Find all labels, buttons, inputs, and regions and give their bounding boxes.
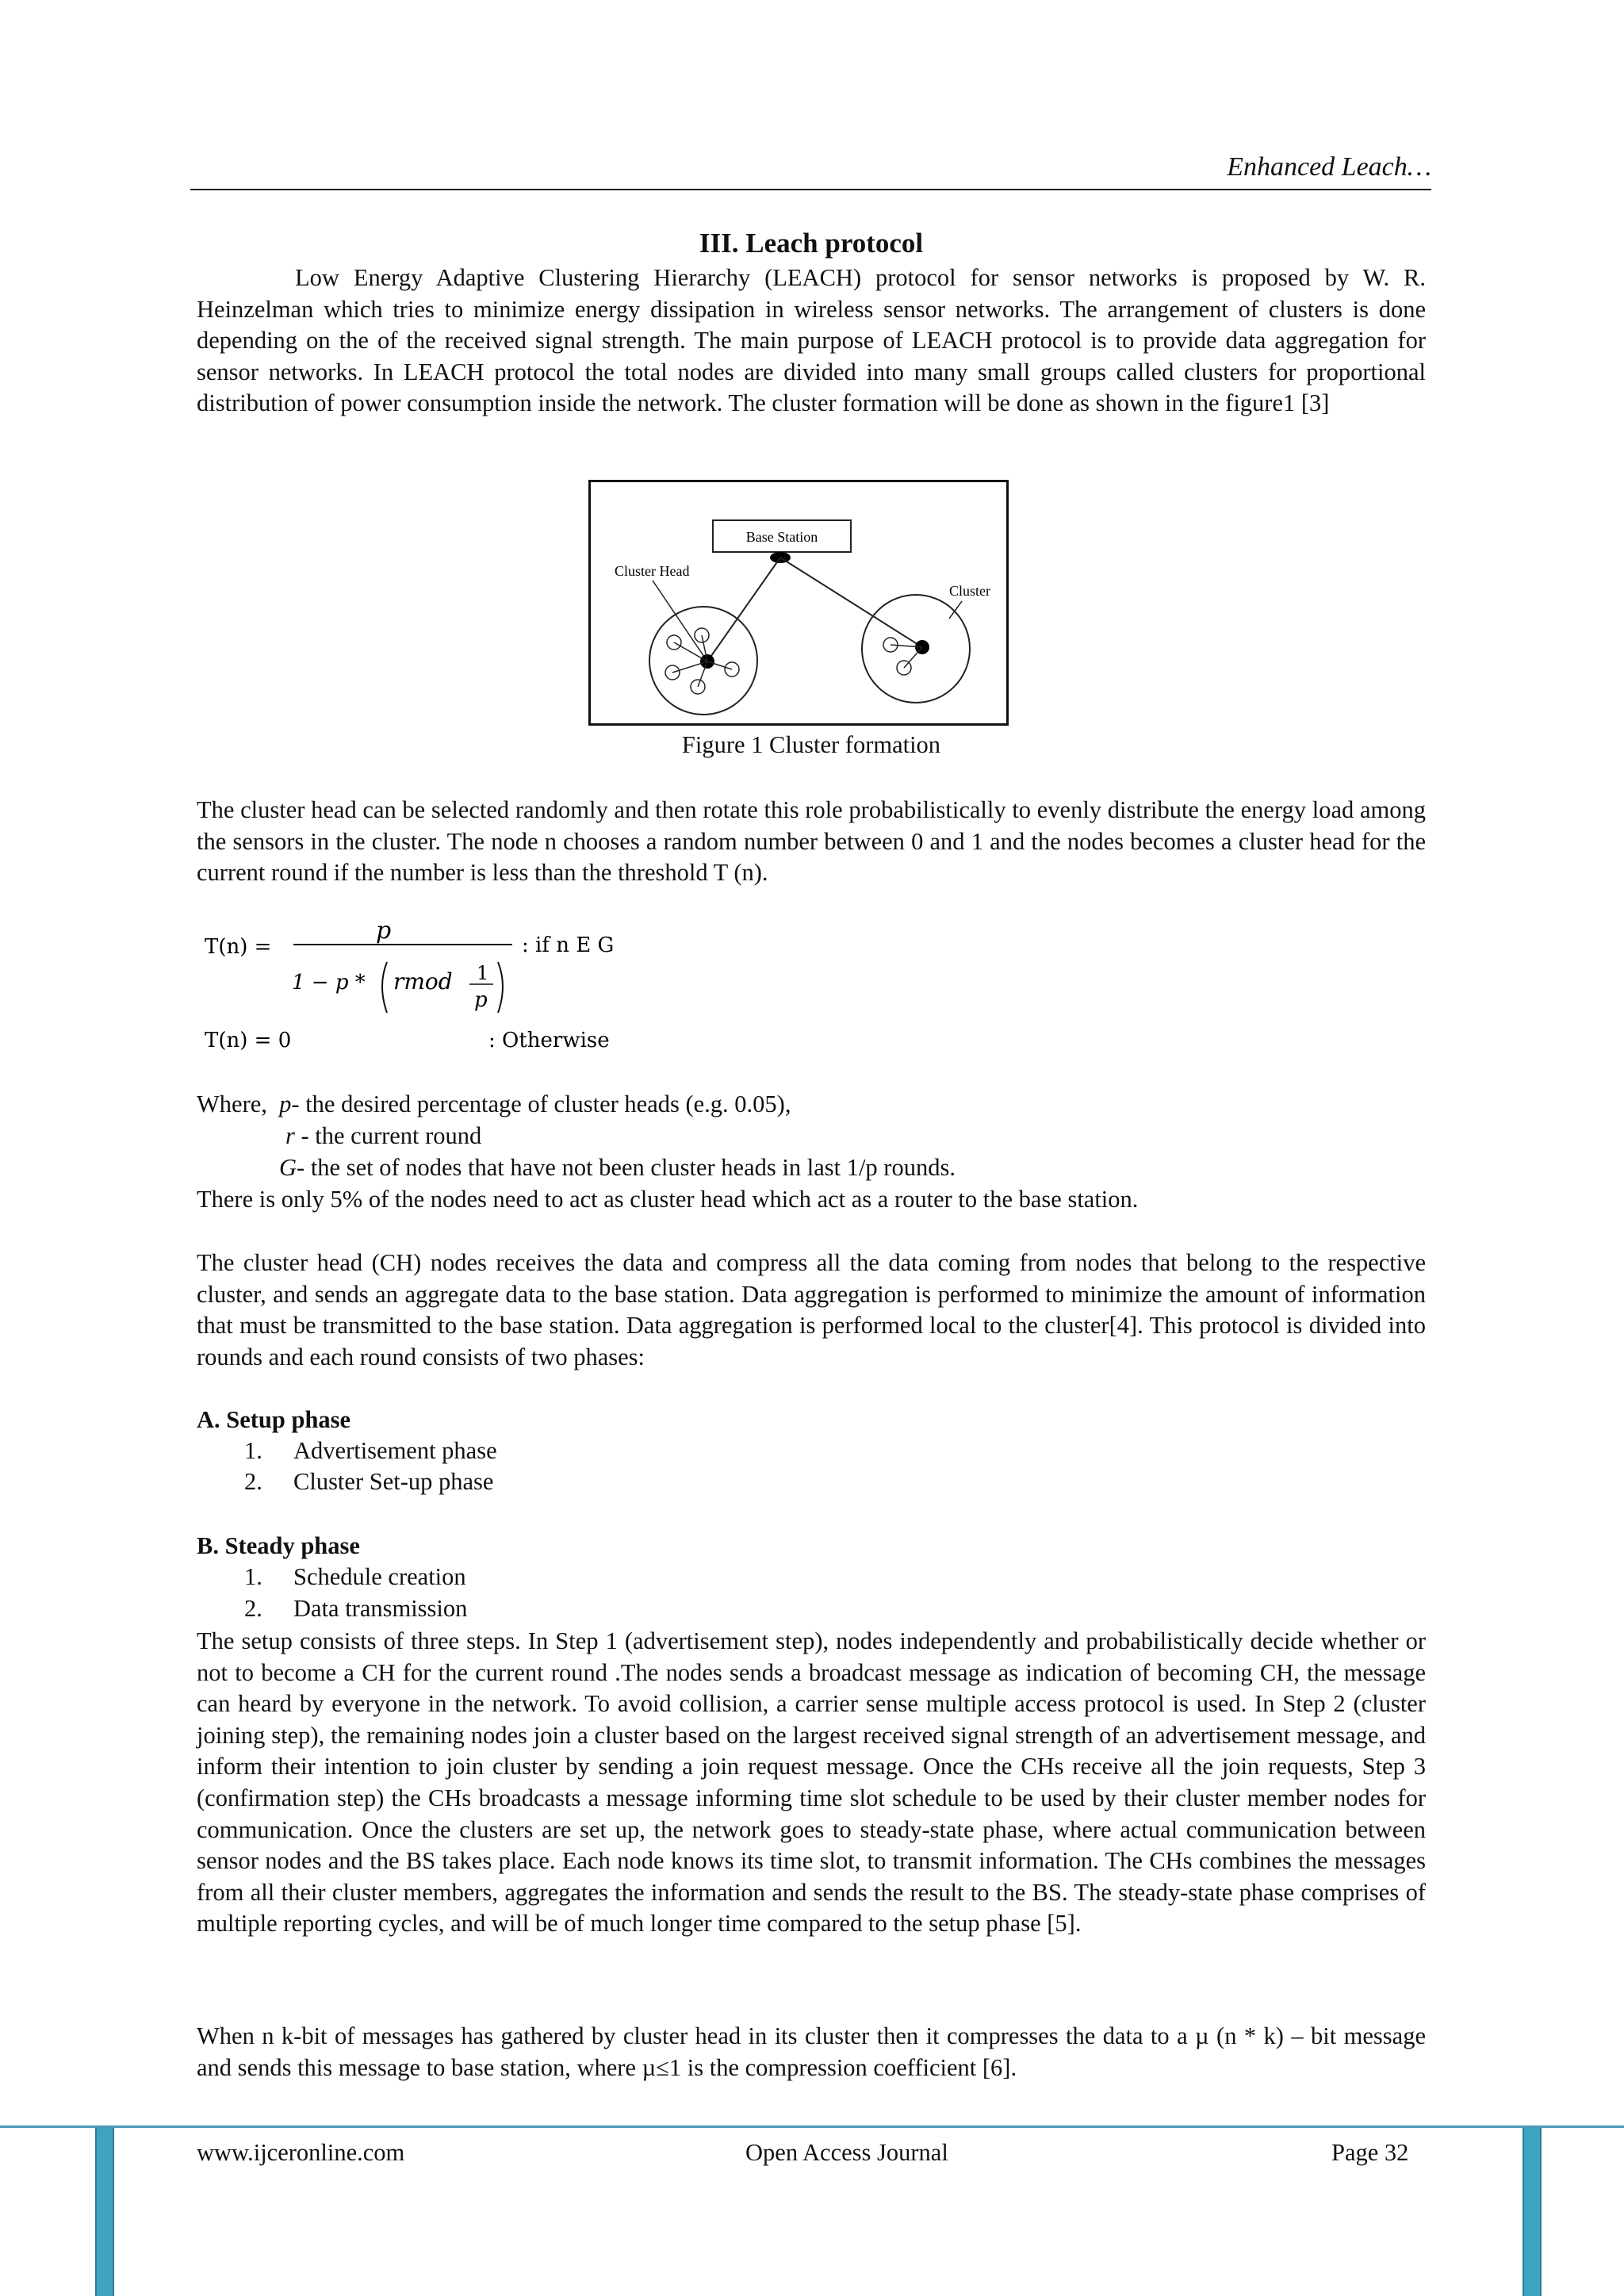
compression-paragraph: When n k-bit of messages has gathered by cluster head in its cluster then it compresses the data to a µ (n * k) – bit message and sends this message to base station, where µ≤1 is the compression coefficient [6]. xyxy=(197,2022,1426,2081)
cluster-pointer xyxy=(949,601,962,619)
cluster-head-label: Cluster Head xyxy=(615,563,690,579)
formula-inner-numerator: 1 xyxy=(477,962,489,984)
footer-page-number: Page 32 xyxy=(1331,2139,1409,2166)
setup-steps-paragraph: The setup consists of three steps. In Step 1 (advertisement step), nodes independently and probabilistically decide whether or not to become a CH for the current round .The nodes sends a broadcast message as indication of becoming CH, the message can heard by everyone in the network. To avoid collision, a carrier sense multiple access protocol is used. In Step 2 (cluster joining step), the remaining nodes join a cluster based on the largest received signal strength of an advertisement message, and inform their intention to join cluster by sending a join request message. Once the CHs receive all the join requests, Step 3 (confirmation step) the CHs broadcasts a message informing time slot schedule to be used by their cluster member nodes for communication. Once the clusters are set up, the network goes to steady-state phase, where actual communication between sensor nodes and the BS takes place. Each node knows its time slot, to transmit information. The CHs combines the messages from all their cluster members, aggregates the information and sends the result to the BS. The steady-state phase comprises of multiple reporting cycles, and will be of much longer time compared to the setup phase [5]. xyxy=(197,1627,1426,1938)
running-header: Enhanced Leach… xyxy=(190,152,1431,190)
footer-rule xyxy=(0,2125,1624,2128)
where-r-row: r - the current round xyxy=(285,1122,482,1149)
formula-numerator: p xyxy=(376,917,392,945)
cluster-head-paragraph: The cluster head can be selected randomly and then rotate this role probabilistically to evenly distribute the energy load among the sensors in the cluster. The node n chooses a random number between 0 and 1 and the nodes becomes a cluster head for the current round if the number is less than the threshold T (n). xyxy=(197,796,1426,887)
formula-inner-denominator: p xyxy=(474,988,488,1012)
formula-close-paren xyxy=(498,962,503,1013)
five-percent-line: There is only 5% of the nodes need to act as cluster head which act as a router to the base station. xyxy=(197,1186,1139,1213)
footer-left-bar xyxy=(95,2128,114,2296)
cluster-formation-figure xyxy=(588,480,1009,726)
list-item: 2. Cluster Set-up phase xyxy=(244,1468,494,1495)
list-item: 1. Advertisement phase xyxy=(244,1437,497,1464)
formula-rmod: rmod xyxy=(393,968,453,995)
link-to-cluster-head-2 xyxy=(780,558,922,647)
cluster-label: Cluster xyxy=(949,583,990,599)
cluster-head-pointer xyxy=(653,581,707,661)
steady-phase-heading: B. Steady phase xyxy=(197,1532,360,1559)
where-g-row: G- the set of nodes that have not been cluster heads in last 1/p rounds. xyxy=(279,1154,956,1181)
footer-journal: Open Access Journal xyxy=(745,2139,948,2166)
formula-condition-1: : if n E G xyxy=(522,933,615,957)
figure-caption: Figure 1 Cluster formation xyxy=(681,731,941,758)
formula-lhs-2: T(n) = 0 xyxy=(205,1029,292,1052)
list-item: 1. Schedule creation xyxy=(244,1563,466,1590)
cluster-diagram xyxy=(591,482,1006,723)
setup-phase-heading: A. Setup phase xyxy=(197,1406,351,1433)
formula-lhs-1: T(n) = xyxy=(205,935,272,959)
list-item: 2. Data transmission xyxy=(244,1595,468,1622)
formula-open-paren xyxy=(382,962,387,1013)
threshold-formula xyxy=(197,916,672,1055)
footer-right-bar xyxy=(1522,2128,1542,2296)
intro-paragraph: Low Energy Adaptive Clustering Hierarchy (LEACH) protocol for sensor networks is proposed by W. R. Heinzelman which tries to minimize energy dissipation in wireless sensor networks. The arrangement of clusters is done depending on the of the received signal strength. The main purpose of LEACH protocol is to provide data aggregation for sensor networks. In LEACH protocol the total nodes are divided into many small groups called clusters for proportional distribution of power consumption inside the network. The cluster formation will be done as shown in the figure1 [3] xyxy=(197,264,1426,417)
where-p-row: Where, p- the desired percentage of cluster heads (e.g. 0.05), xyxy=(197,1091,791,1117)
formula-denominator-prefix: 1 − p * xyxy=(292,971,366,995)
section-title: III. Leach protocol xyxy=(699,228,924,259)
footer-url: www.ijceronline.com xyxy=(197,2139,405,2166)
aggregation-paragraph: The cluster head (CH) nodes receives the data and compress all the data coming from nodes that belong to the respective cluster, and sends an aggregate data to the base station. Data aggregation is performed to minimize the amount of information that must be transmitted to the base station. Data aggregation is performed local to the cluster[4]. This protocol is divided into rounds and each round consists of two phases: xyxy=(197,1249,1426,1370)
base-station-label: Base Station xyxy=(745,529,818,545)
formula-condition-2: : Otherwise xyxy=(488,1029,610,1052)
